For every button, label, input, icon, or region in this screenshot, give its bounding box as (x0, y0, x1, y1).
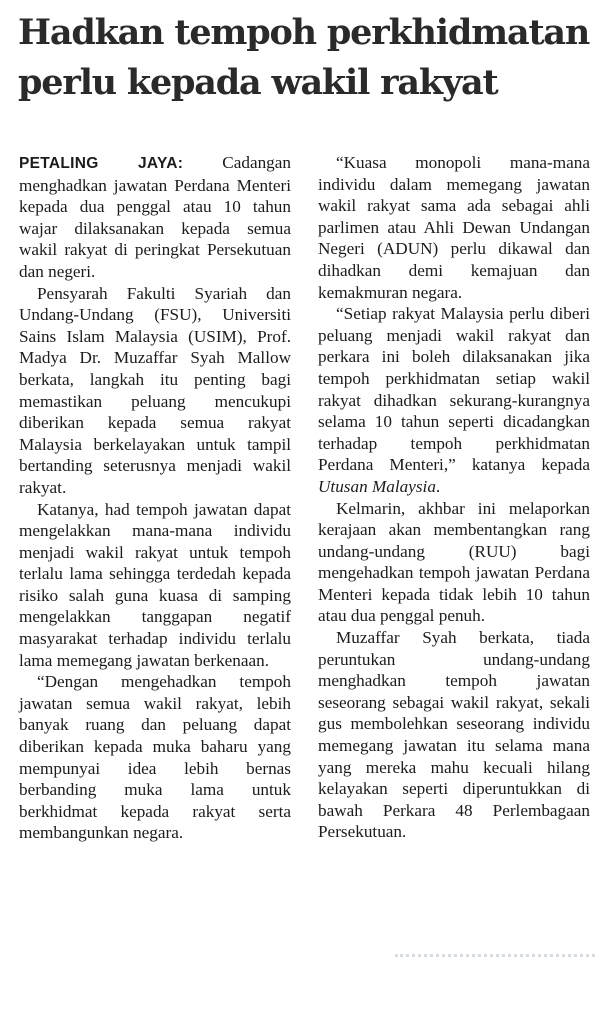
article-column-right (318, 152, 590, 843)
paragraph: “Dengan mengehadkan tempoh jawatan semua wakil rakyat, lebih banyak ruang dan peluang dapat diberikan kepada muka baharu yang mempunyai idea lebih bernas berbanding muka lama untuk berkhidmat kepada rakyat serta membangunkan negara. (19, 672, 291, 843)
article-column-left (19, 152, 291, 844)
paragraph-text: . (435, 476, 441, 496)
paragraph (19, 152, 291, 283)
end-divider (395, 954, 595, 957)
paragraph (318, 303, 590, 497)
newspaper-name: Utusan Malaysia (318, 476, 436, 496)
paragraph: Kelmarin, akhbar ini melaporkan kerajaan akan membentangkan rang undang-undang (RUU) bagi mengehadkan tempoh jawatan Perdana Menteri kepada tidak lebih 10 tahun atau dua penggal penuh. (318, 498, 590, 626)
paragraph: “Kuasa monopoli mana-mana individu dalam memegang jawatan wakil rakyat sama ada sebagai ahli parlimen atau Ahli Dewan Undangan Negeri (ADUN) perlu dikawal dan dihadkan demi kemajuan dan kemakmuran negara. (318, 153, 590, 302)
headline: Hadkan tempoh perkhidmatan perlu kepada wakil rakyat (18, 12, 590, 103)
paragraph-text: “Setiap rakyat Malaysia perlu diberi peluang menjadi wakil rakyat dan perkara ini boleh dilaksanakan jika tempoh perkhidmatan setiap wakil rakyat dihadkan sekurang-kurangnya selama 10 tahun seperti dicadangkan terhadap tempoh perkhidmatan Perdana Menteri,” katanya kepada (318, 304, 590, 475)
paragraph-text: Cadangan menghadkan jawatan Perdana Menteri kepada dua penggal atau 10 tahun wajar dilaksanakan kepada semua wakil rakyat di peringkat Persekutuan dan negeri. (19, 153, 291, 281)
paragraph: Pensyarah Fakulti Syariah dan Undang-Undang (FSU), Universiti Sains Islam Malaysia (USIM), Prof. Madya Dr. Muzaffar Syah Mallow berkata, langkah itu penting bagi memastikan peluang mencukupi diberikan kepada semua rakyat Malaysia berkelayakan untuk tampil bertanding seterusnya menjadi wakil rakyat. (19, 283, 291, 497)
paragraph: Katanya, had tempoh jawatan dapat mengelakkan mana-mana individu menjadi wakil rakyat untuk tempoh terlalu lama sehingga terdedah kepada risiko salah guna kuasa di samping mengelakkan tanggapan negatif masyarakat terhadap individu terlalu lama memegang jawatan berkenaan. (19, 499, 291, 670)
dateline: PETALING JAYA: (19, 155, 184, 172)
paragraph: Muzaffar Syah berkata, tiada peruntukan undang-undang menghadkan tempoh jawatan seseorang sebagai wakil rakyat, sekali gus membolehkan seseorang individu memegang jawatan itu selama mana yang mereka mahu kecuali hilang kelayakan seperti diperuntukkan di bawah Perkara 48 Perlembagaan Persekutuan. (318, 628, 590, 842)
